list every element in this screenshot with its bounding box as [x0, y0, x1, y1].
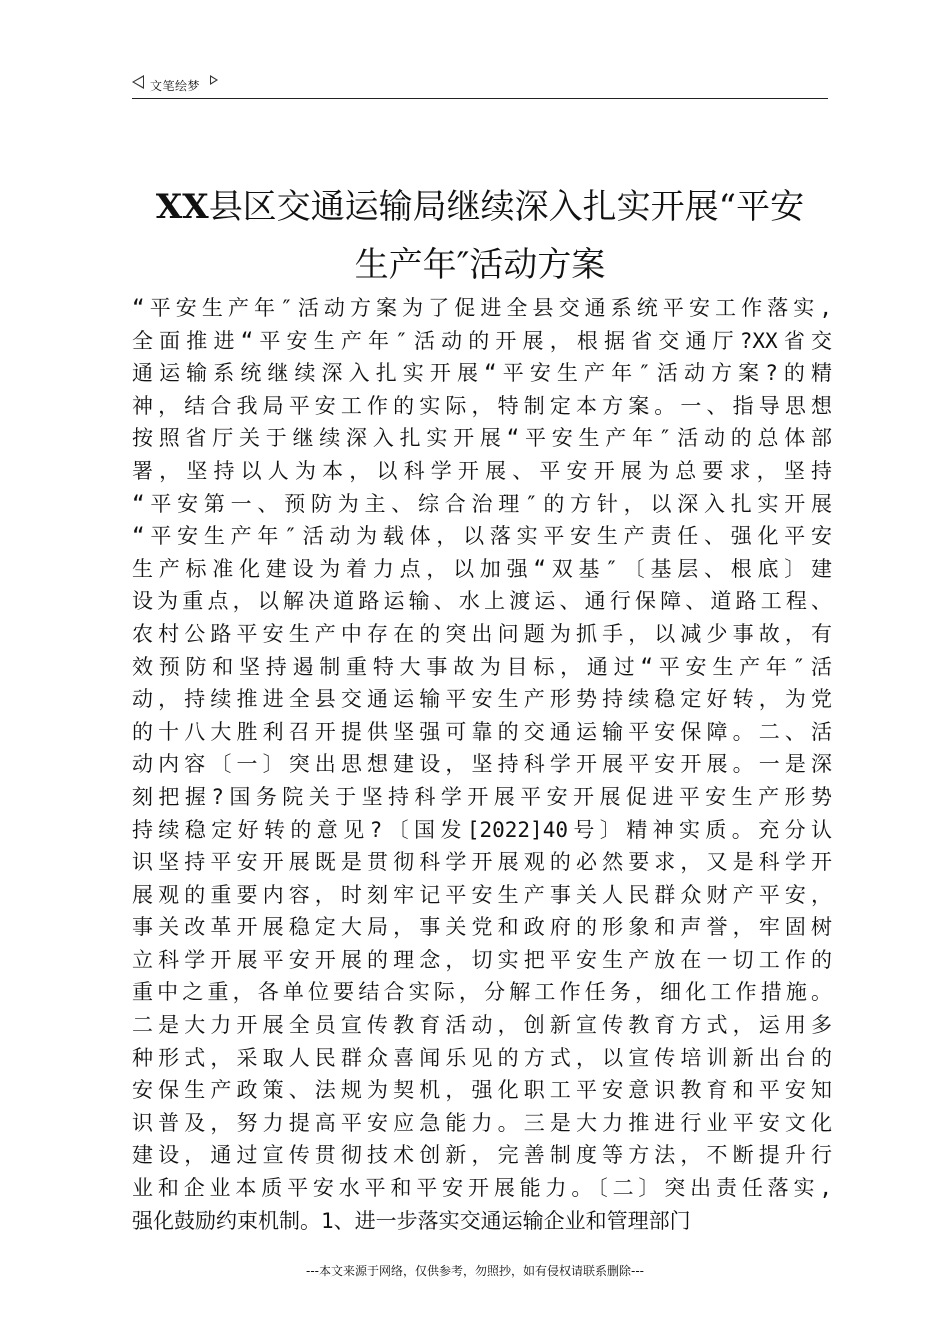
title-line-1-text: 县区交通运输局继续深入扎实开展“平安 [208, 187, 805, 227]
body-line: 安保生产政策、法规为契机，强化职工平安意识教育和平安知 [132, 1078, 832, 1103]
body-line: 立科学开展平安开展的理念，切实把平安生产放在一切工作的 [132, 947, 832, 972]
body-line: 通运输系统继续深入扎实开展“平安生产年″活动方案?的精 [132, 361, 832, 386]
title-prefix: XX [155, 187, 209, 227]
body-line: 展观的重要内容，时刻牢记平安生产事关人民群众财产平安， [132, 882, 832, 907]
body-line: “平安生产年″活动方案为了促进全县交通系统平安工作落实, [132, 296, 832, 320]
page-header [132, 72, 828, 99]
body-line: 设为重点，以解决道路运输、水上渡运、通行保障、道路工程、 [132, 589, 832, 614]
body-line: 强化鼓励约束机制。1、进一步落实交通运输企业和管理部门 [132, 1208, 691, 1233]
right-triangle-icon [210, 75, 218, 85]
body-line: 农村公路平安生产中存在的突出问题为抓手，以减少事故，有 [132, 621, 832, 646]
body-line: 的十八大胜利召开提供坚强可靠的交通运输平安保障。二、活 [132, 719, 832, 744]
body-line: 种形式，采取人民群众喜闻乐见的方式，以宣传培训新出台的 [132, 1045, 832, 1070]
body-line: 动，持续推进全县交通运输平安生产形势持续稳定好转，为党 [132, 687, 832, 712]
body-line: 动内容〔一〕突出思想建设，坚持科学开展平安开展。一是深 [132, 752, 832, 777]
body-line: 识普及，努力提高平安应急能力。三是大力推进行业平安文化 [132, 1110, 832, 1135]
body-line: 刻把握?国务院关于坚持科学开展平安开展促进平安生产形势 [132, 784, 832, 809]
left-triangle-icon [132, 75, 144, 89]
body-line: 全面推进“平安生产年″活动的开展，根据省交通厅?XX省交 [132, 328, 832, 353]
body-line: 效预防和坚持遏制重特大事故为目标，通过“平安生产年″活 [132, 654, 832, 679]
body-line: 二是大力开展全员宣传教育活动，创新宣传教育方式，运用多 [132, 1013, 832, 1038]
title-line-2: 生产年″活动方案 [354, 245, 606, 285]
document-body [132, 292, 832, 1237]
document-title [132, 178, 828, 294]
body-line: “平安第一、预防为主、综合治理″的方针，以深入扎实开展 [132, 491, 832, 516]
body-line: 持续稳定好转的意见?〔国发[2022]40号〕精神实质。充分认 [132, 817, 832, 842]
header-brand: 文笔绘梦 [150, 79, 201, 93]
body-line: 按照省厅关于继续深入扎实开展“平安生产年″活动的总体部 [132, 426, 832, 451]
body-line: 事关改革开展稳定大局，事关党和政府的形象和声誉，牢固树 [132, 915, 832, 940]
body-line: “平安生产年″活动为载体，以落实平安生产责任、强化平安 [132, 524, 832, 549]
body-line: 识坚持平安开展既是贯彻科学开展观的必然要求，又是科学开 [132, 850, 832, 875]
body-line: 建设，通过宣传贯彻技术创新，完善制度等方法，不断提升行 [132, 1143, 832, 1168]
body-line: 生产标准化建设为着力点，以加强“双基″〔基层、根底〕建 [132, 556, 832, 581]
body-line: 署，坚持以人为本，以科学开展、平安开展为总要求，坚持 [132, 458, 832, 483]
body-line: 重中之重，各单位要结合实际，分解工作任务，细化工作措施。 [132, 980, 832, 1005]
footer-notice: ---本文来源于网络，仅供参考，勿照抄，如有侵权请联系删除--- [306, 1264, 644, 1278]
body-line: 业和企业本质平安水平和平安开展能力。〔二〕突出责任落实, [132, 1176, 832, 1201]
body-line: 神，结合我局平安工作的实际，特制定本方案。一、指导思想 [132, 393, 832, 418]
title-line-1 [132, 178, 828, 236]
